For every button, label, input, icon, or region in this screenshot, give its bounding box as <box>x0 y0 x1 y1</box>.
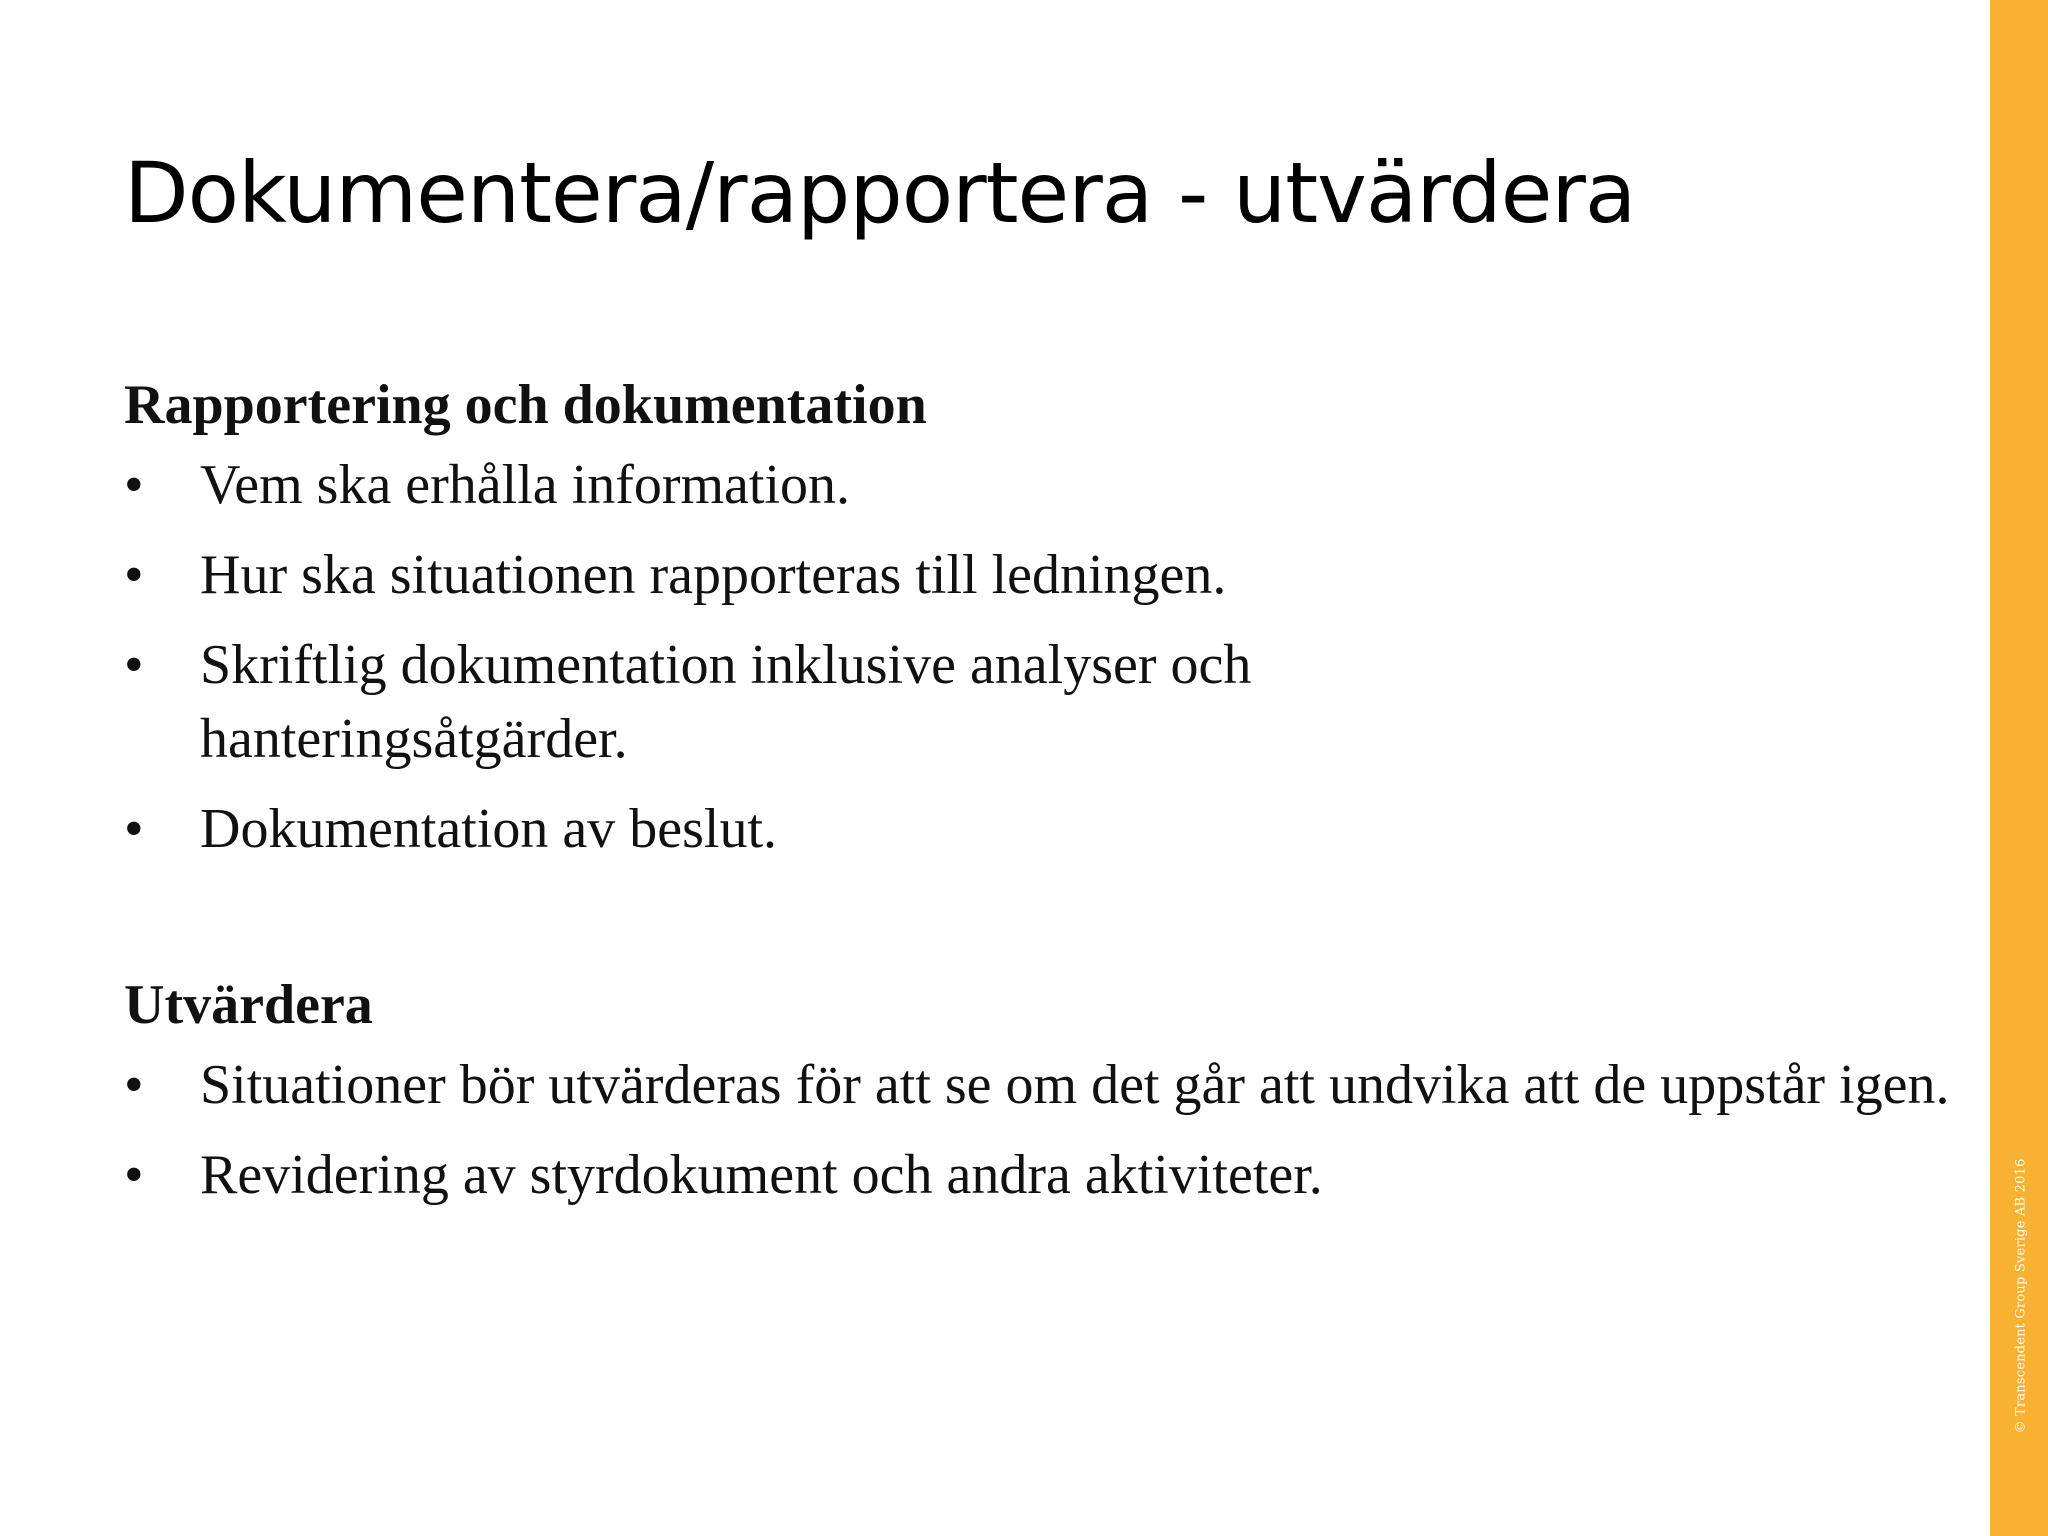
list-item-text: Hur ska situationen rapporteras till ledningen. <box>200 544 1227 606</box>
bullet-icon: • <box>124 634 144 696</box>
list-item-text: Revidering av styrdokument och andra aktiviteter. <box>200 1144 1323 1206</box>
bullet-icon: • <box>124 454 144 516</box>
bullet-icon: • <box>124 798 144 860</box>
list-item <box>124 792 1924 866</box>
bullet-list-reporting <box>124 448 1924 866</box>
bullet-list-evaluate <box>124 1048 1950 1212</box>
bullet-icon: • <box>124 544 144 606</box>
section-heading-reporting: Rapportering och dokumentation <box>124 374 927 436</box>
section-heading-evaluate: Utvärdera <box>124 974 373 1036</box>
section-reporting <box>124 370 1924 882</box>
section-evaluate <box>124 970 1950 1228</box>
list-item <box>124 628 1560 776</box>
list-item <box>124 1138 1924 1212</box>
copyright-notice: © Transcendent Group Sverige AB 2016 <box>2013 1158 2029 1434</box>
bullet-icon: • <box>124 1144 144 1206</box>
bullet-icon: • <box>124 1054 144 1116</box>
list-item <box>124 1048 2020 1122</box>
list-item-text: Skriftlig dokumentation inklusive analyser och hanteringsåtgärder. <box>200 634 1252 770</box>
list-item-text: Dokumentation av beslut. <box>200 798 778 860</box>
slide-title: Dokumentera/rapportera - utvärdera <box>124 144 1636 242</box>
list-item <box>124 448 1924 522</box>
list-item <box>124 538 1924 612</box>
list-item-text: Vem ska erhålla information. <box>200 454 851 516</box>
list-item-text: Situationer bör utvärderas för att se om det går att undvika att de uppstår igen. <box>200 1054 1950 1116</box>
